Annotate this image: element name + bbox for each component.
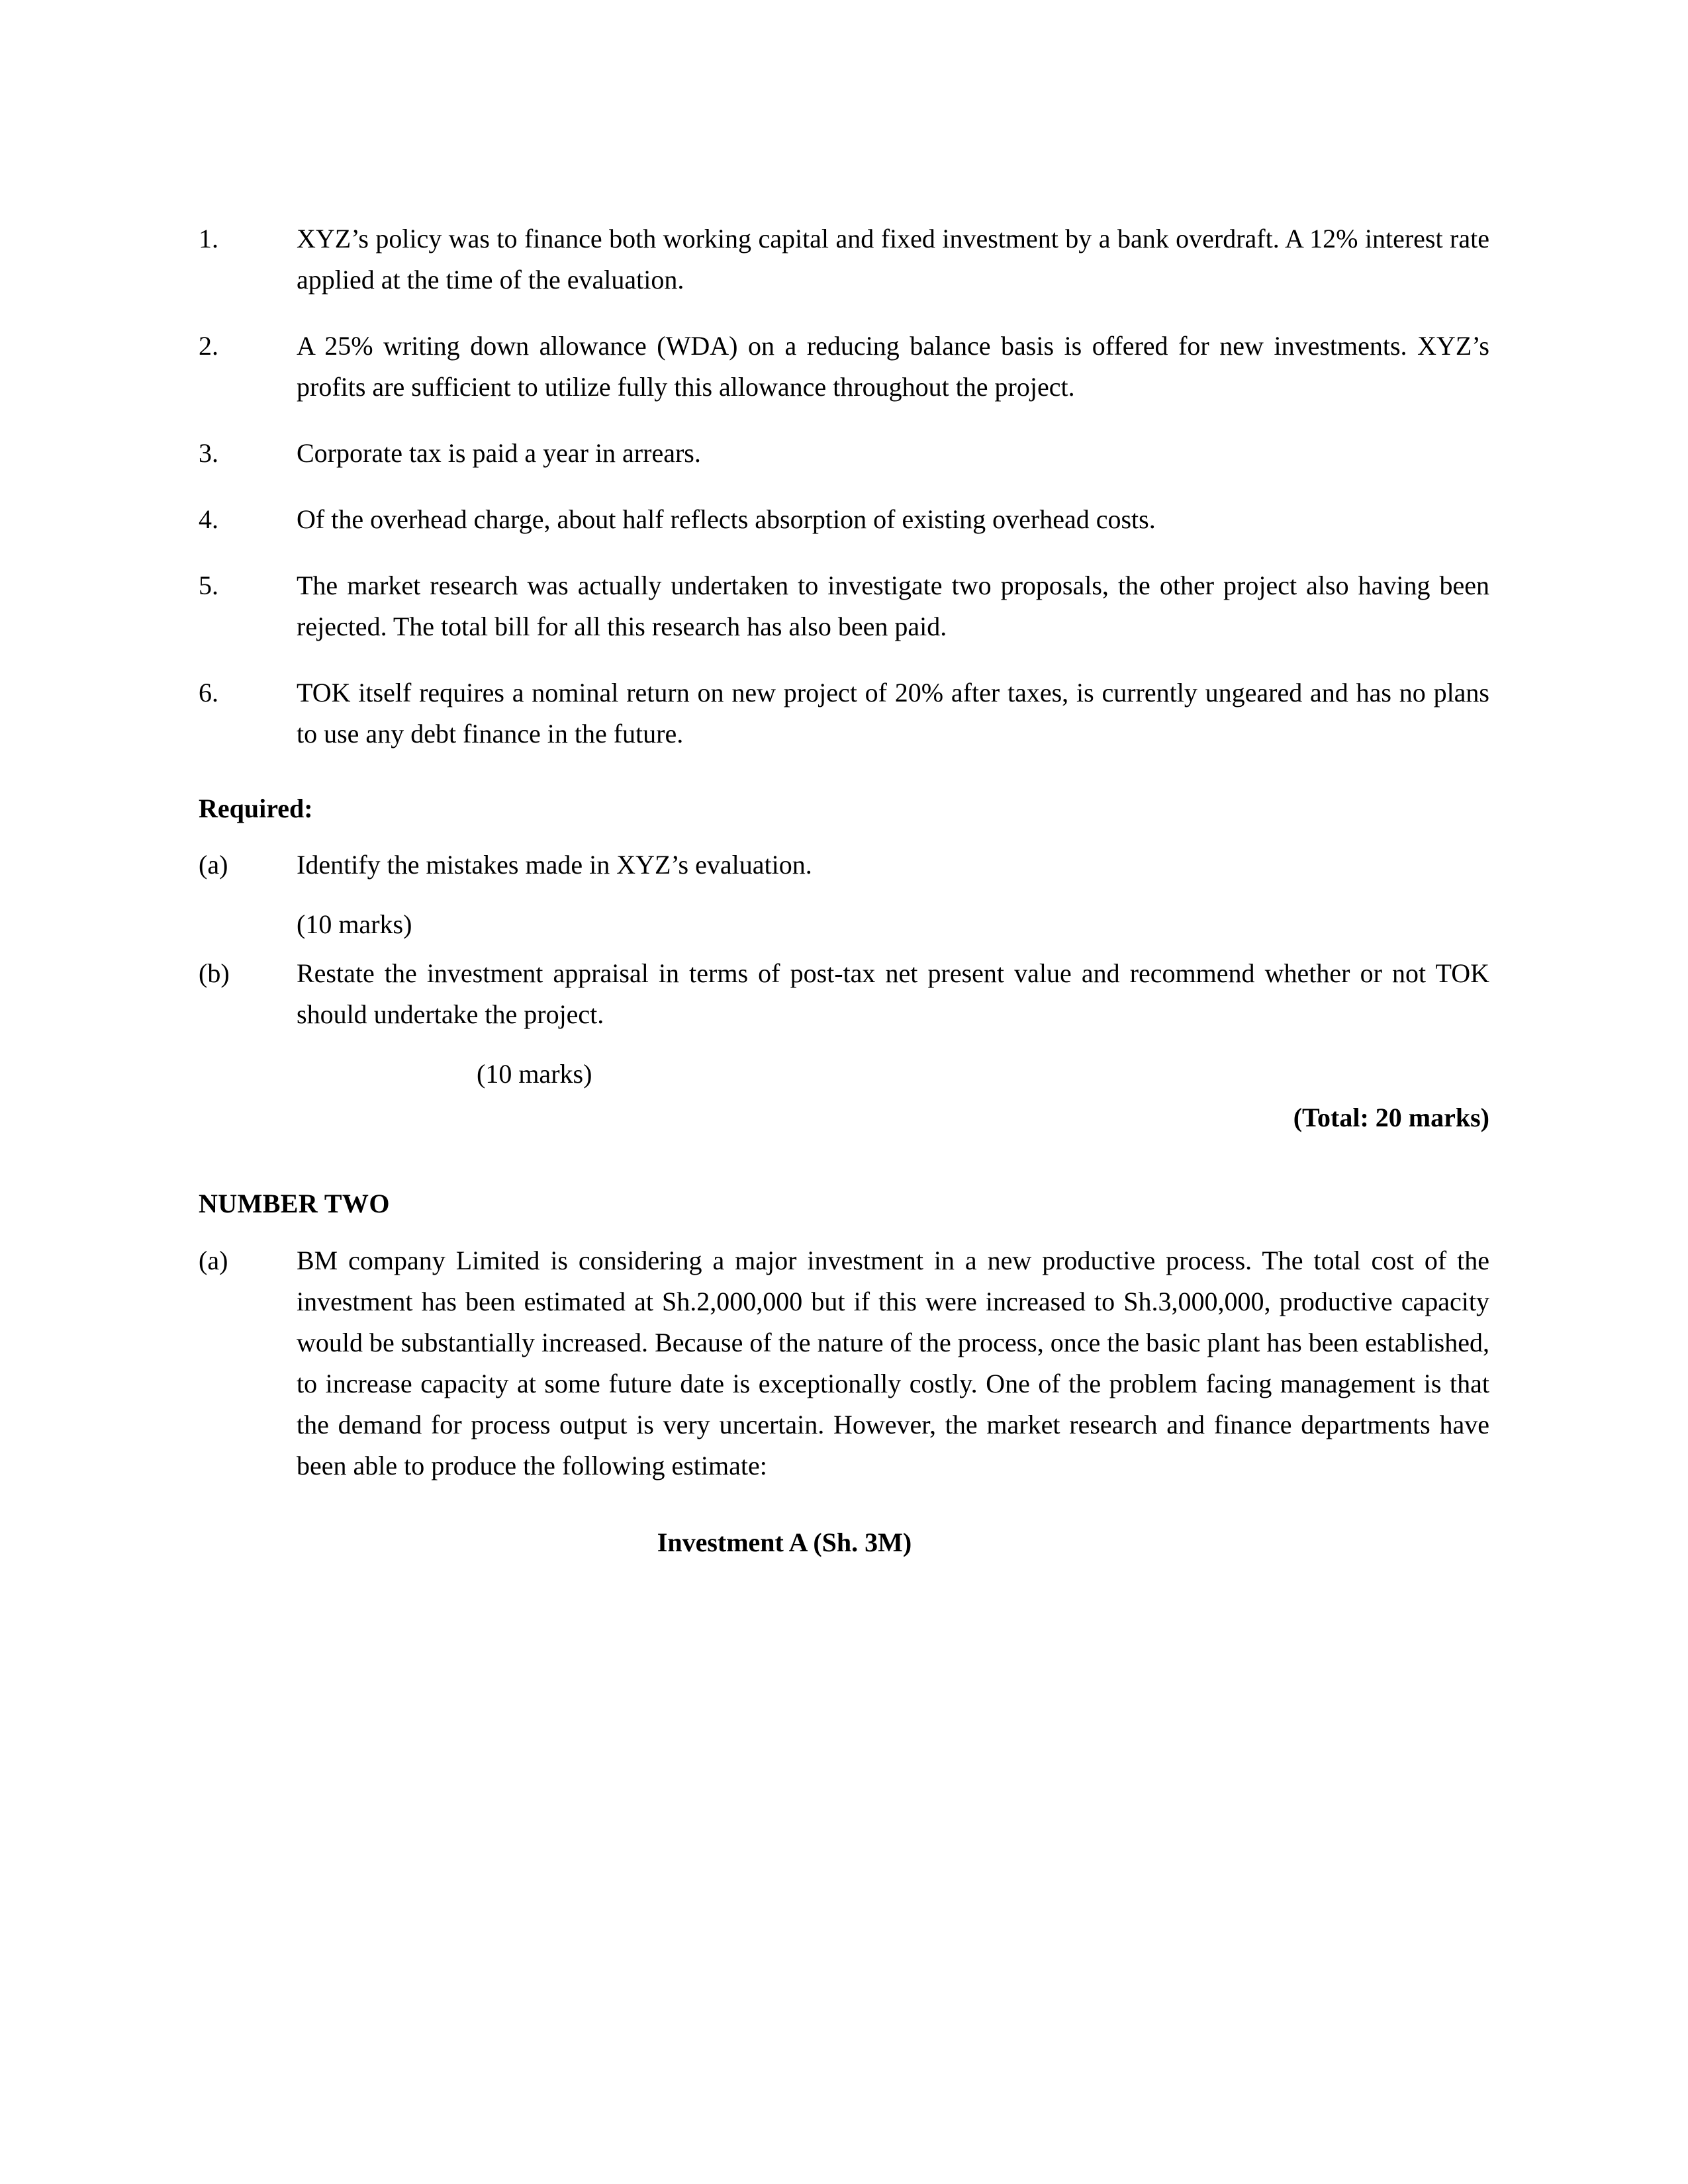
item-text: The market research was actually undertaken to investigate two proposals, the other project also having been rejected. The total bill for all this research has also been paid.	[297, 570, 1489, 641]
part-a-marks: (10 marks)	[297, 909, 412, 939]
part-text: Restate the investment appraisal in terms of post-tax net present value and recommend whether or not TOK should undertake the project.	[297, 958, 1489, 1029]
section-heading-number-two: NUMBER TWO	[199, 1189, 390, 1218]
numbered-item-2	[199, 326, 1489, 408]
numbered-item-4	[199, 499, 1489, 540]
investment-a-heading: Investment A (Sh. 3M)	[657, 1527, 912, 1557]
required-heading: Required:	[199, 794, 313, 823]
number-two-part-a	[199, 1240, 1489, 1486]
numbered-item-5	[199, 565, 1489, 647]
part-marker: (b)	[199, 958, 230, 988]
item-marker: 5.	[199, 570, 218, 600]
item-text: A 25% writing down allowance (WDA) on a reducing balance basis is offered for new investments. XYZ’s profits are sufficient to utilize fully this allowance throughout the project.	[297, 331, 1489, 402]
item-text: TOK itself requires a nominal return on new project of 20% after taxes, is currently ungeared and has no plans to use any debt finance in the future.	[297, 678, 1489, 749]
numbered-item-3	[199, 433, 1489, 474]
item-marker: 4.	[199, 504, 218, 534]
part-b-marks: (10 marks)	[477, 1059, 592, 1089]
item-text: Of the overhead charge, about half reflects absorption of existing overhead costs.	[297, 504, 1156, 534]
part-text: BM company Limited is considering a major investment in a new productive process. The total cost of the investment has been estimated at Sh.2,000,000 but if this were increased to Sh.3,000,000, productive capacity would be substantially increased. Because of the nature of the process, once the basic plant has been established, to increase capacity at some future date is exceptionally costly. One of the problem facing management is that the demand for process output is very uncertain. However, the market research and finance departments have been able to produce the following estimate:	[297, 1246, 1489, 1480]
spacer	[199, 944, 1489, 953]
item-marker: 3.	[199, 438, 218, 468]
numbered-item-6	[199, 672, 1489, 754]
page-content	[199, 218, 1489, 1562]
item-text: XYZ’s policy was to finance both working capital and fixed investment by a bank overdraft. A 12% interest rate applied at the time of the evaluation.	[297, 224, 1489, 295]
part-text: Identify the mistakes made in XYZ’s evaluation.	[297, 850, 812, 880]
item-text: Corporate tax is paid a year in arrears.	[297, 438, 701, 468]
numbered-item-1	[199, 218, 1489, 300]
item-marker: 2.	[199, 331, 218, 361]
part-marker: (a)	[199, 850, 228, 880]
part-marker: (a)	[199, 1246, 228, 1275]
required-part-b	[199, 953, 1489, 1035]
required-part-a	[199, 844, 1489, 886]
total-marks: (Total: 20 marks)	[1293, 1103, 1489, 1132]
item-marker: 6.	[199, 678, 218, 707]
item-marker: 1.	[199, 224, 218, 253]
